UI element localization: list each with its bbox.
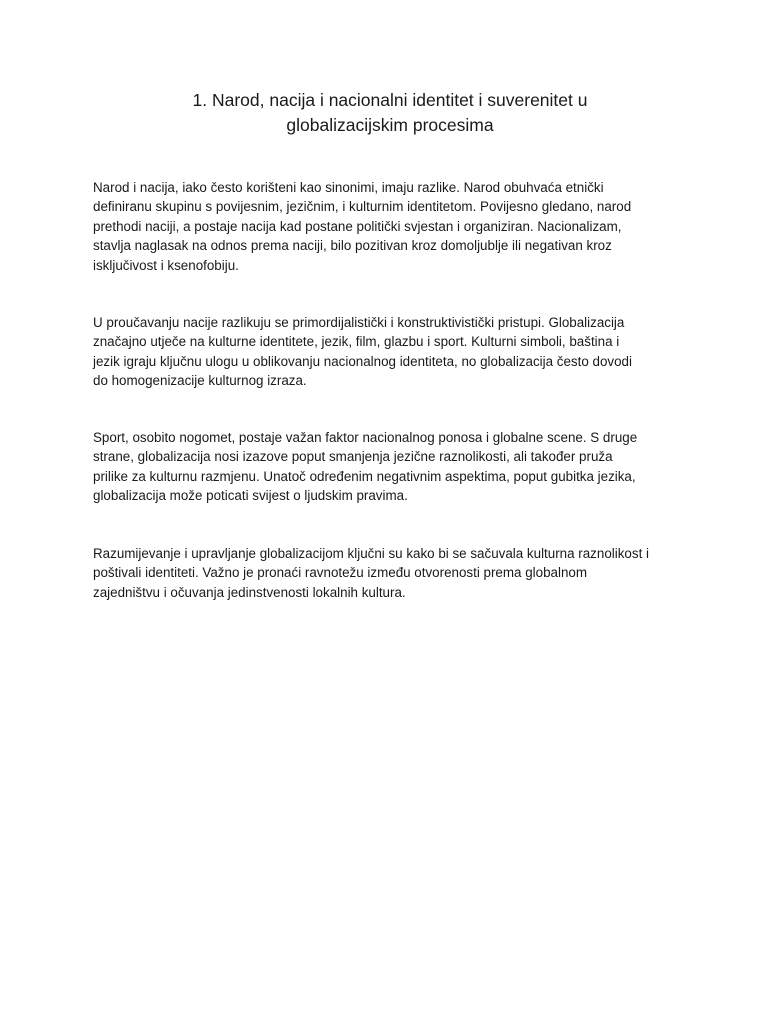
paragraph-line: isključivost i ksenofobiju. [93, 257, 239, 273]
paragraph-line: stavlja naglasak na odnos prema naciji, bilo pozitivan kroz domoljublje ili negativan kroz [93, 238, 612, 254]
paragraph-line: globalizacija može poticati svijest o ljudskim pravima. [93, 488, 408, 504]
paragraph-line: do homogenizacije kulturnog izraza. [93, 373, 307, 389]
document-title [110, 88, 670, 138]
paragraph-line: prethodi naciji, a postaje nacija kad postane politički svjestan i organiziran. Nacionalizam, [93, 218, 622, 234]
title-line-2: globalizacijskim procesima [286, 115, 494, 135]
paragraph-line: značajno utječe na kulturne identitete, jezik, film, glazbu i sport. Kulturni simboli, baština i [93, 334, 620, 350]
paragraph-line: Razumijevanje i upravljanje globalizacijom ključni su kako bi se sačuvala kulturna raznolikost i [93, 546, 649, 561]
paragraph-line: U proučavanju nacije razlikuju se primordijalistički i konstruktivistički pristupi. Globalizacija [93, 315, 625, 330]
paragraph-line: Narod i nacija, iako često korišteni kao sinonimi, imaju razlike. Narod obuhvaća etnički [93, 180, 604, 195]
paragraph-1 [93, 178, 683, 275]
paragraph-line: Sport, osobito nogomet, postaje važan faktor nacionalnog ponosa i globalne scene. S druge [93, 430, 638, 445]
paragraph-line: definiranu skupinu s povijesnim, jezičnim, i kulturnim identitetom. Povijesno gledano, narod [93, 199, 632, 215]
paragraph-3 [93, 428, 683, 506]
title-line-1: 1. Narod, nacija i nacionalni identitet i suverenitet u [192, 90, 588, 110]
paragraph-line: jezik igraju ključnu ulogu u oblikovanju nacionalnog identiteta, no globalizacija često dovodi [93, 353, 632, 369]
paragraph-line: poštivali identiteti. Važno je pronaći ravnotežu između otvorenosti prema globalnom [93, 565, 587, 581]
paragraph-line: prilike za kulturnu razmjenu. Unatoč određenim negativnim aspektima, poput gubitka jezika, [93, 468, 636, 484]
paragraph-4 [93, 544, 683, 602]
paragraph-2 [93, 313, 683, 391]
paragraph-line: zajedništvu i očuvanja jedinstvenosti lokalnih kultura. [93, 584, 406, 600]
paragraph-line: strane, globalizacija nosi izazove poput smanjenja jezične raznolikosti, ali također pruža [93, 449, 613, 465]
